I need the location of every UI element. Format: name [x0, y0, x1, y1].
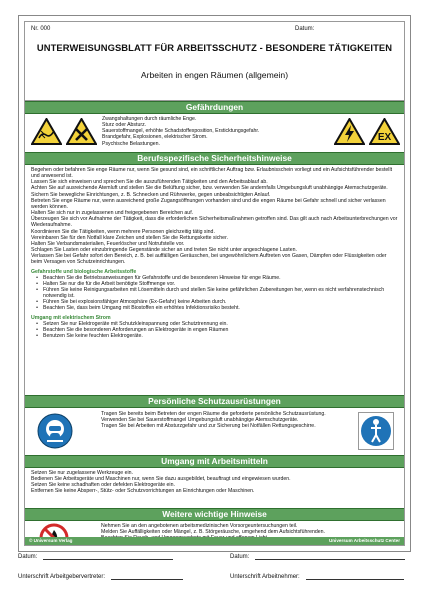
safety-paragraph: Sichern Sie bewegliche Einrichtungen, z. B. Schnecken und Rührwerke, gegen unbeabsichtigten Anlauf.	[31, 191, 271, 198]
list-item-text: Halten Sie nur die für die Arbeit benötigte Stoffmenge vor.	[43, 280, 176, 287]
sheet-header	[25, 22, 404, 101]
sheet-subtitle: Arbeiten in engen Räumen (allgemein)	[140, 70, 289, 80]
list-item-text: Setzen Sie nur Elektrogeräte mit Schutzkleinspannung oder Schutztrennung ein.	[43, 320, 228, 327]
ppe-line: Verwenden Sie bei Sauerstoffmangel Umgebungsluft unabhängige Atemschutzgeräte.	[101, 417, 299, 424]
warning-electric-icon	[31, 118, 62, 145]
section-header-schutzausruestung: Persönliche Schutzausrüstungen	[25, 395, 404, 408]
list-item-text: Benutzen Sie keine feuchten Elektrogeräte.	[43, 333, 143, 340]
hazards-section	[25, 114, 404, 152]
safety-instructions	[25, 165, 404, 395]
sheet-frame	[24, 21, 405, 546]
safety-paragraph: Schlagen Sie Lasten oder einzubringende Gegenstände sicher an und treten Sie nicht unter angeschlagene Lasten.	[31, 247, 297, 254]
safety-paragraph: Vereinbaren Sie für den Notfall klare Zeichen und stellen Sie die Rettungskette sicher.	[31, 234, 228, 241]
safety-paragraph: Koordinieren Sie die Tätigkeiten, wenn mehrere Personen gleichzeitig tätig sind.	[31, 228, 215, 235]
warning-high-voltage-icon	[334, 118, 365, 145]
list-item-text: Beachten Sie die Betriebsanweisungen für Gefahrstoffe und die besonderen Hinweise für enge Räume.	[43, 274, 281, 281]
safety-paragraph: Halten Sie sich nur in zugelassenen und freigegebenen Bereichen auf.	[31, 210, 194, 217]
signature-row	[18, 552, 173, 560]
ppe-line: Tragen Sie bereits beim Betreten der engen Räume die geforderte persönliche Schutzausrüstung.	[101, 411, 326, 417]
note-line: Melden Sie Auffälligkeiten oder Mängel, z. B. Störgeräusche, umgehend dem Aufsichtsführenden.	[101, 529, 325, 536]
list-item-text: Führen Sie bei explosionsfähiger Atmosphäre (Ex-Gefahr) keine Arbeiten durch.	[43, 299, 227, 306]
section-header-gefaehrdungen: Gefährdungen	[25, 101, 404, 114]
harness-mandatory-icon	[358, 412, 394, 450]
ppe-line: Tragen Sie bei Arbeiten mit Absturzgefahr und zur Sicherung bei Notfällen Rettungsgeschirre.	[101, 423, 316, 430]
hazard-line: Sturz oder Absturz.	[102, 122, 147, 129]
bullet-icon: •	[36, 326, 38, 333]
bullet-icon: •	[36, 274, 38, 281]
list-item-text: Beachten Sie die besonderen Anforderungen an Elektrogeräte in engen Räumen	[43, 326, 229, 333]
employer-signature-label: Unterschrift Arbeitgebervertreter:	[18, 574, 106, 580]
bullet-icon: •	[36, 333, 38, 340]
signature-row	[18, 572, 183, 580]
equipment-section	[25, 468, 404, 508]
subheading-strom: Umgang mit elektrischem Strom	[31, 314, 111, 321]
bullet-icon: •	[36, 286, 38, 293]
date-label-left: Datum:	[18, 554, 38, 560]
equipment-line: Entfernen Sie keine Absperr-, Stütz- oder Schutzvorrichtungen an Einrichtungen oder Maschinen.	[31, 488, 255, 495]
hazard-line: Brandgefahr, Explosionen, elektrischer Strom.	[102, 134, 208, 141]
ex-zone-icon	[369, 118, 400, 145]
safety-paragraph: Betreten Sie enge Räume nur, wenn ausreichend große Zugangsöffnungen vorhanden sind und die engen Räume bei Gefahr schnell und sicher verlassen werden können.	[31, 197, 386, 210]
list-item	[31, 305, 398, 311]
section-header-weitere-hinweise: Weitere wichtige Hinweise	[25, 508, 404, 521]
signature-row	[230, 552, 405, 560]
ppe-list	[101, 411, 329, 429]
list-item	[31, 287, 398, 299]
equipment-line: Bedienen Sie Arbeitsgeräte und Maschinen nur, wenn Sie dazu ausgebildet, beauftragt und eingewiesen wurden.	[31, 476, 291, 483]
subheading-gefahrstoffe: Gefahrstoffe und biologische Arbeitsstoffe	[31, 268, 137, 275]
list-item-text: Führen Sie keine Reinigungsarbeiten mit Lösemitteln durch und stellen Sie keine gefährlichen Zubereitungen her, wenn es nicht verfahrenstechnisch notwendig ist.	[43, 286, 385, 300]
employee-signature-field[interactable]	[306, 572, 404, 580]
svg-text:EX: EX	[377, 132, 392, 143]
respirator-mandatory-icon	[37, 413, 73, 449]
bullet-icon: •	[36, 280, 38, 287]
footer-center-name: Universum Arbeitsschutz Center	[328, 538, 400, 543]
warning-harmful-icon	[66, 118, 97, 145]
employer-signature-field[interactable]	[111, 572, 183, 580]
note-line: Nehmen Sie an den angebotenen arbeitsmedizinischen Vorsorgeuntersuchungen teil.	[101, 523, 298, 529]
safety-paragraph: Überzeugen Sie sich vor Aufnahme der Tätigkeit, dass die erforderlichen Sicherheitsmaßnahmen getroffen sind. Das gilt auch nach Arbeitsunterbrechungen vor Wiederaufnahme.	[31, 216, 398, 229]
hazard-line: Sauerstoffmangel, erhöhte Schadstoffexposition, Ersticktungsgefahr.	[102, 128, 260, 135]
ppe-section	[25, 408, 404, 455]
header-date-label: Datum:	[295, 26, 315, 32]
hazard-line: Psychische Belastungen.	[102, 140, 160, 147]
safety-paragraph: Lassen Sie sich einweisen und sprechen Sie die auszuführenden Tätigkeiten und den Arbeitsablauf ab.	[31, 179, 268, 186]
bullet-icon: •	[36, 305, 38, 312]
bullet-icon: •	[36, 320, 38, 327]
date-field-right[interactable]	[255, 552, 405, 560]
bullet-icon: •	[36, 299, 38, 306]
footer-bar	[25, 537, 404, 545]
signature-row	[230, 572, 404, 580]
sheet-title: UNTERWEISUNGSBLATT FÜR ARBEITSSCHUTZ - BESONDERE TÄTIGKEITEN	[36, 42, 393, 53]
employee-signature-label: Unterschrift Arbeitnehmer:	[230, 574, 300, 580]
safety-paragraph: Begehen oder befahren Sie enge Räume nur, wenn Sie gesund sind, ein schriftlicher Auftrag bzw. Erlaubnisschein vorliegt und ein Aufsichtsführender bestellt und anwesend ist.	[31, 167, 393, 180]
date-field-left[interactable]	[43, 552, 173, 560]
section-header-arbeitsmittel: Umgang mit Arbeitsmitteln	[25, 455, 404, 468]
date-label-right: Datum:	[230, 554, 250, 560]
equipment-line: Setzen Sie keine schadhaften oder defekten Elektrogeräte ein.	[31, 482, 175, 489]
section-header-sicherheitshinweise: Berufsspezifische Sicherheitshinweise	[25, 152, 404, 165]
safety-paragraph: Halten Sie Verbandsmaterialien, Feuerlöscher und Notrufstelle vor.	[31, 240, 185, 247]
footer-publisher: © Universum Verlag	[29, 538, 73, 543]
list-item-text: Beachten Sie, dass beim Umgang mit Biostoffen ein erhöhtes Infektionsrisiko besteht.	[43, 305, 240, 312]
safety-paragraph: Achten Sie auf ausreichende Atemluft und stellen Sie die Belüftung sicher, bzw. verwenden Sie andernfalls Umgebungsluft unabhängige Atemschutzgeräte.	[31, 185, 388, 192]
list-item	[31, 333, 398, 339]
equipment-line: Setzen Sie nur zugelassene Werkzeuge ein.	[31, 470, 133, 476]
hazards-list	[102, 116, 322, 147]
sheet-number: Nr. 000	[31, 26, 51, 32]
safety-paragraph: Verlassen Sie bei Gefahr sofort den Bereich, z. B. bei auffälligen Geräuschen, bei ungewöhnlichem Auftreten von Gasen, Dämpfen oder Flüssigkeiten oder beim Versagen von Schutzeinrichtungen.	[31, 253, 387, 266]
hazard-line: Zwangshaltungen durch räumliche Enge.	[102, 116, 197, 122]
instruction-sheet	[18, 15, 411, 552]
